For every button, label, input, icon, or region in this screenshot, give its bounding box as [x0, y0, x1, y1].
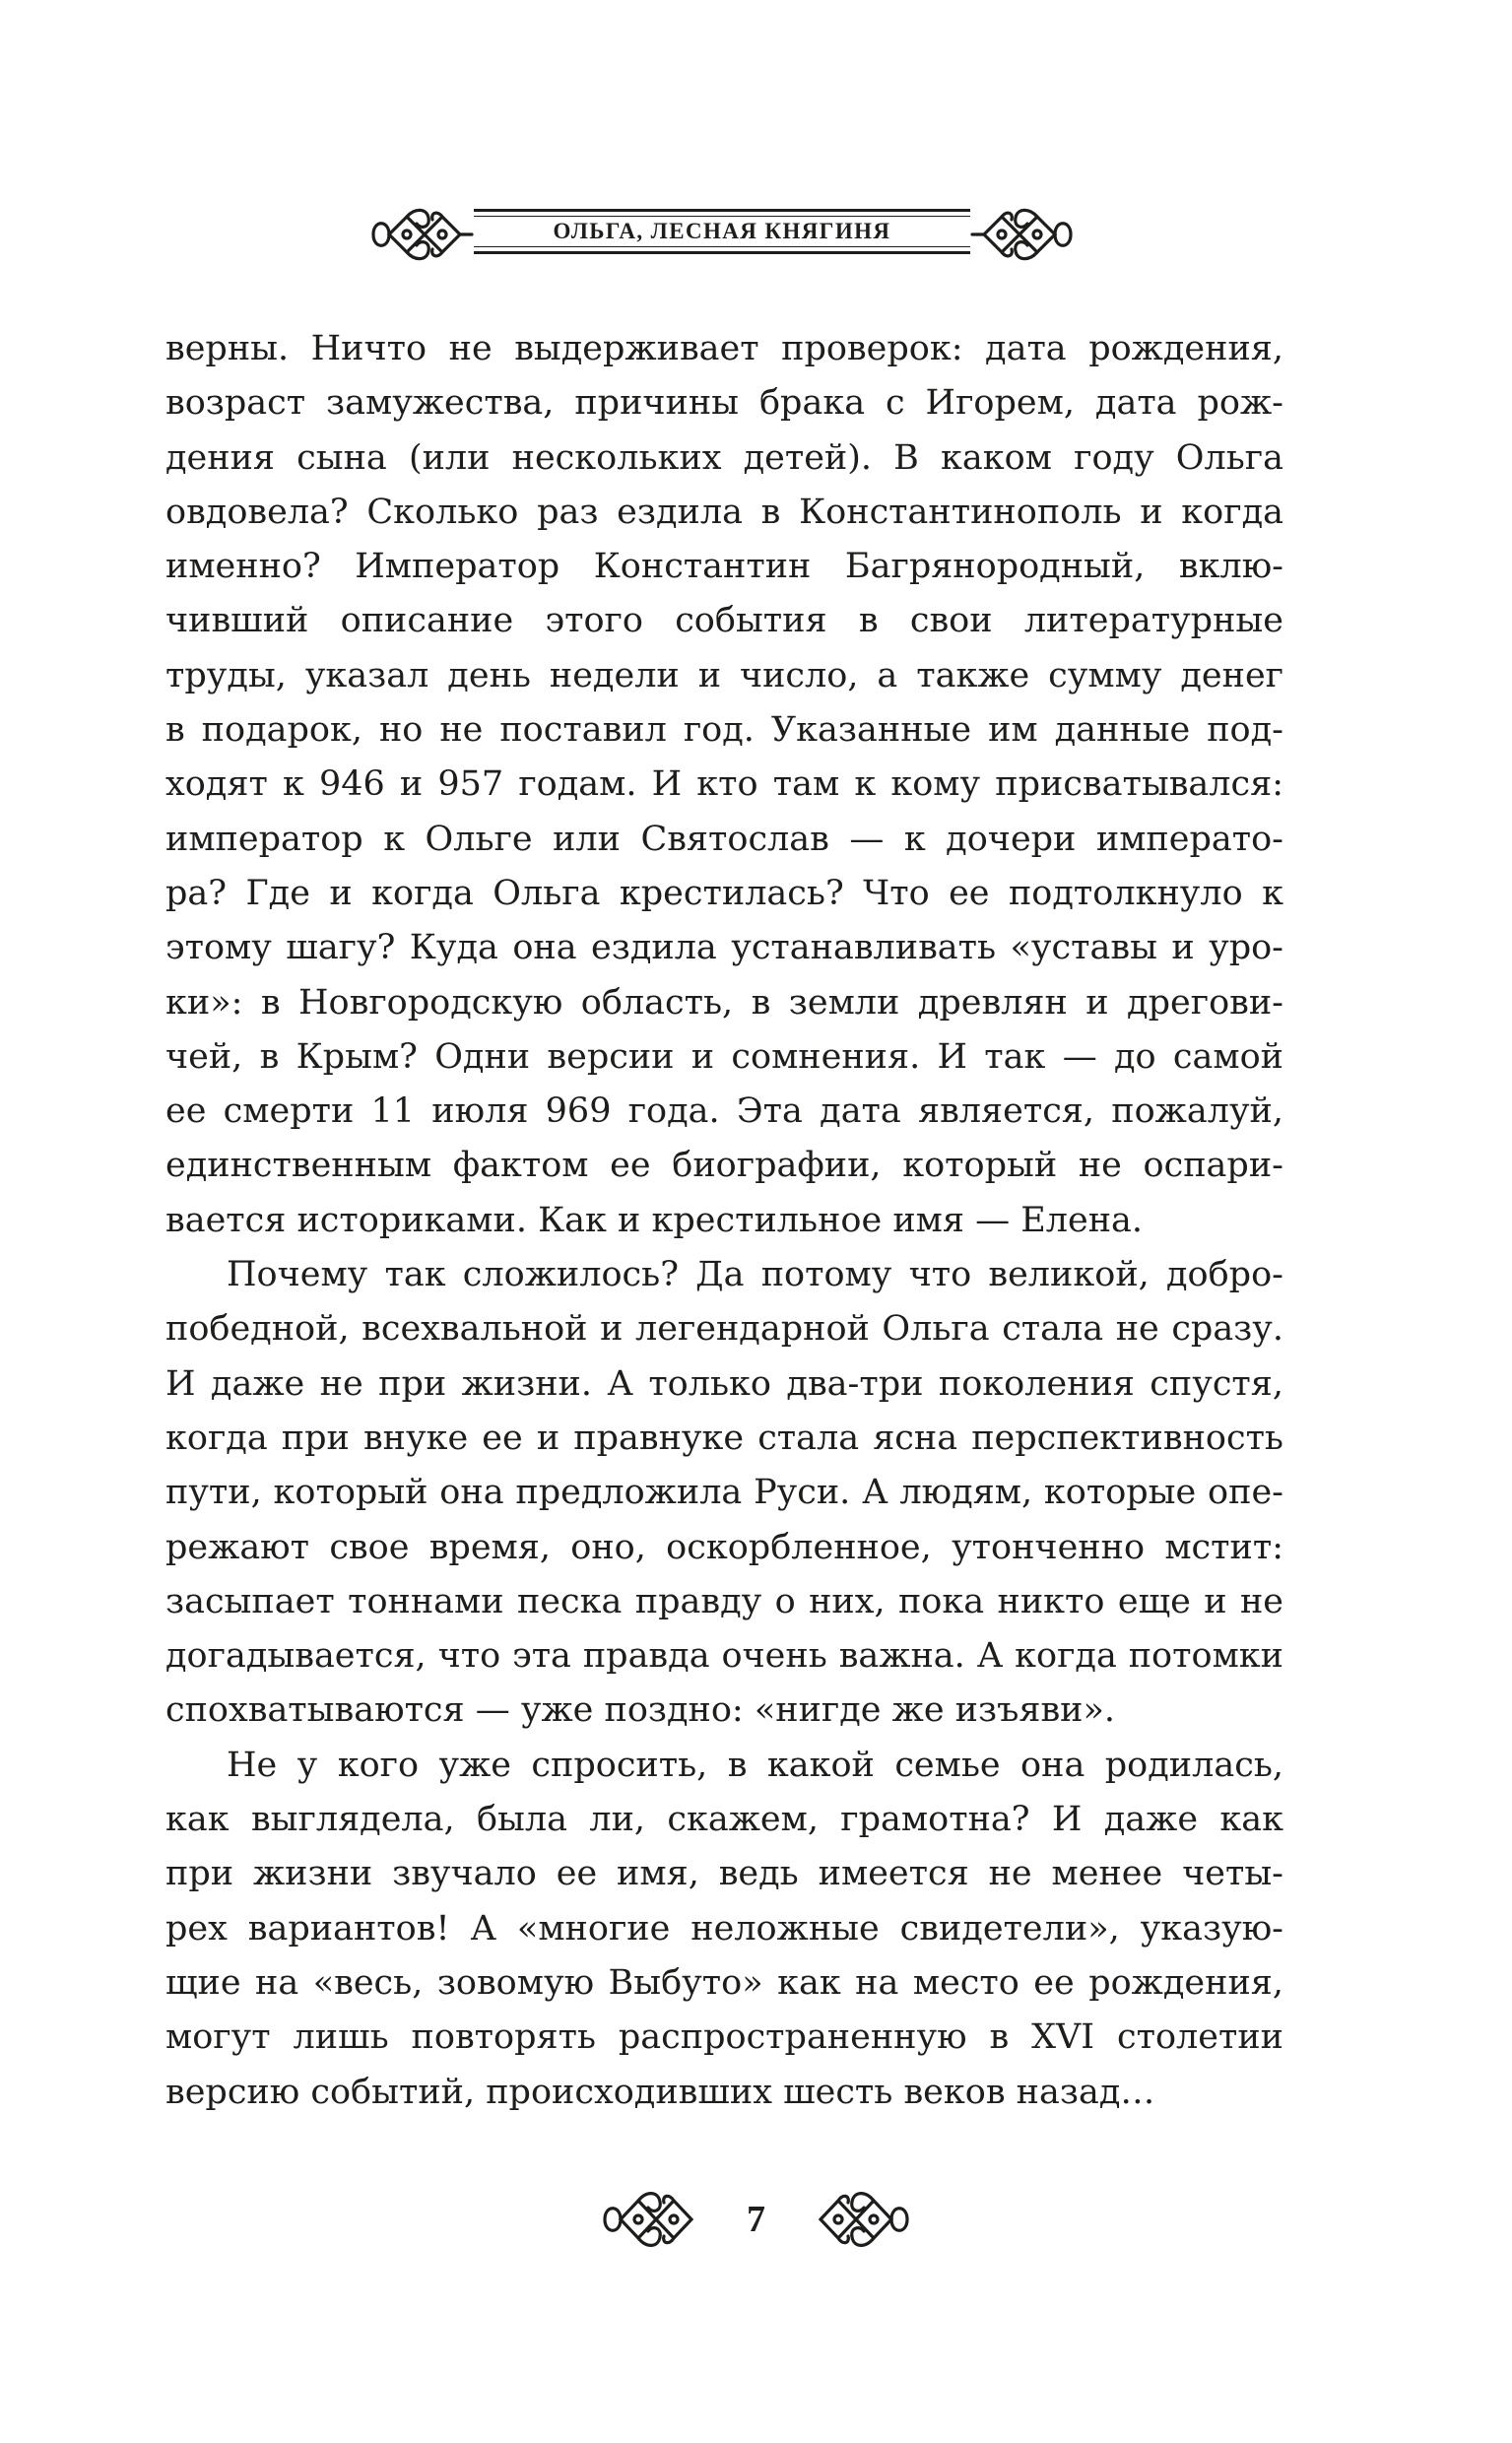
- text-line: когда при внуке ее и правнуке стала ясна перспективность: [165, 1418, 1283, 1458]
- text-line: ра? Где и когда Ольга крестилась? Что ее подтолкнуло к: [165, 873, 1283, 913]
- text-line: овдовела? Сколько раз ездила в Константинополь и когда: [165, 492, 1283, 532]
- paragraph: [165, 1739, 1283, 2120]
- text-line: версию событий, происходивших шесть веков назад…: [165, 2072, 1155, 2112]
- text-line: победной, всехвальной и легендарной Ольга стала не сразу.: [165, 1309, 1283, 1350]
- text-line: догадывается, что эта правда очень важна. А когда потомки: [165, 1636, 1283, 1677]
- text-line: в подарок, но не поставил год. Указанные им данные под-: [165, 710, 1283, 751]
- running-head-title: ОЛЬГА, ЛЕСНАЯ КНЯГИНЯ: [553, 219, 891, 243]
- page-folio: [601, 2185, 911, 2254]
- text-line: верны. Ничто не выдерживает проверок: дата рождения,: [165, 329, 1283, 368]
- text-line: И даже не при жизни. А только два-три поколения спустя,: [165, 1363, 1283, 1404]
- knot-ornament-icon: [601, 2185, 699, 2254]
- paragraph: [165, 1248, 1283, 1739]
- text-line: именно? Император Константин Багрянородный, вклю-: [165, 547, 1283, 587]
- running-head: [367, 204, 1077, 265]
- text-line: спохватываются — уже поздно: «нигде же изъяви».: [165, 1690, 1116, 1731]
- body-text: [165, 322, 1283, 2120]
- knot-ornament-icon: [367, 204, 474, 265]
- text-line: ходят к 946 и 957 годам. И кто там к кому присватывался:: [165, 764, 1283, 805]
- page-number: 7: [747, 2199, 765, 2240]
- text-line: труды, указал день недели и число, а также сумму денег: [165, 655, 1283, 695]
- text-line: чей, в Крым? Одни версии и сомнения. И так — до самой: [165, 1036, 1283, 1077]
- text-line: ки»: в Новгородскую область, в земли древлян и дрегови-: [165, 982, 1283, 1023]
- text-line: могут лишь повторять распространенную в XVI столетии: [165, 2017, 1283, 2058]
- text-line: единственным фактом ее биографии, который не оспари-: [165, 1146, 1283, 1186]
- knot-ornament-icon: [970, 204, 1077, 265]
- text-line: щие на «весь, зовомую Выбуто» как на место ее рождения,: [165, 1962, 1283, 2003]
- text-line: рех вариантов! А «многие неложные свидетели», указую-: [165, 1908, 1283, 1948]
- text-line: при жизни звучало ее имя, ведь имеется не менее четы-: [165, 1854, 1283, 1894]
- text-line: возраст замужества, причины брака с Игорем, дата рож-: [165, 383, 1283, 424]
- text-line: ее смерти 11 июля 969 года. Эта дата является, пожалуй,: [165, 1091, 1283, 1132]
- text-line: как выглядела, была ли, скажем, грамотна? И даже как: [165, 1800, 1283, 1840]
- text-line: чивший описание этого события в свои литературные: [165, 601, 1283, 641]
- text-line: дения сына (или нескольких детей). В каком году Ольга: [165, 437, 1283, 478]
- text-line: этому шагу? Куда она ездила устанавливать «уставы и уро-: [165, 928, 1283, 968]
- text-line: режают свое время, оно, оскорбленное, утонченно мстит:: [165, 1527, 1283, 1567]
- text-line: пути, который она предложила Руси. А людям, которые опе-: [165, 1473, 1283, 1513]
- paragraph: [165, 322, 1283, 1248]
- text-line: вается историками. Как и крестильное имя — Елена.: [165, 1200, 1144, 1240]
- text-line: император к Ольге или Святослав — к дочери императо-: [165, 819, 1283, 859]
- knot-ornament-icon: [813, 2185, 911, 2254]
- text-line: Не у кого уже спросить, в какой семье она родилась,: [227, 1745, 1283, 1785]
- text-line: Почему так сложилось? Да потому что великой, добро-: [227, 1255, 1283, 1295]
- text-line: засыпает тоннами песка правду о них, пока никто еще и не: [165, 1581, 1283, 1621]
